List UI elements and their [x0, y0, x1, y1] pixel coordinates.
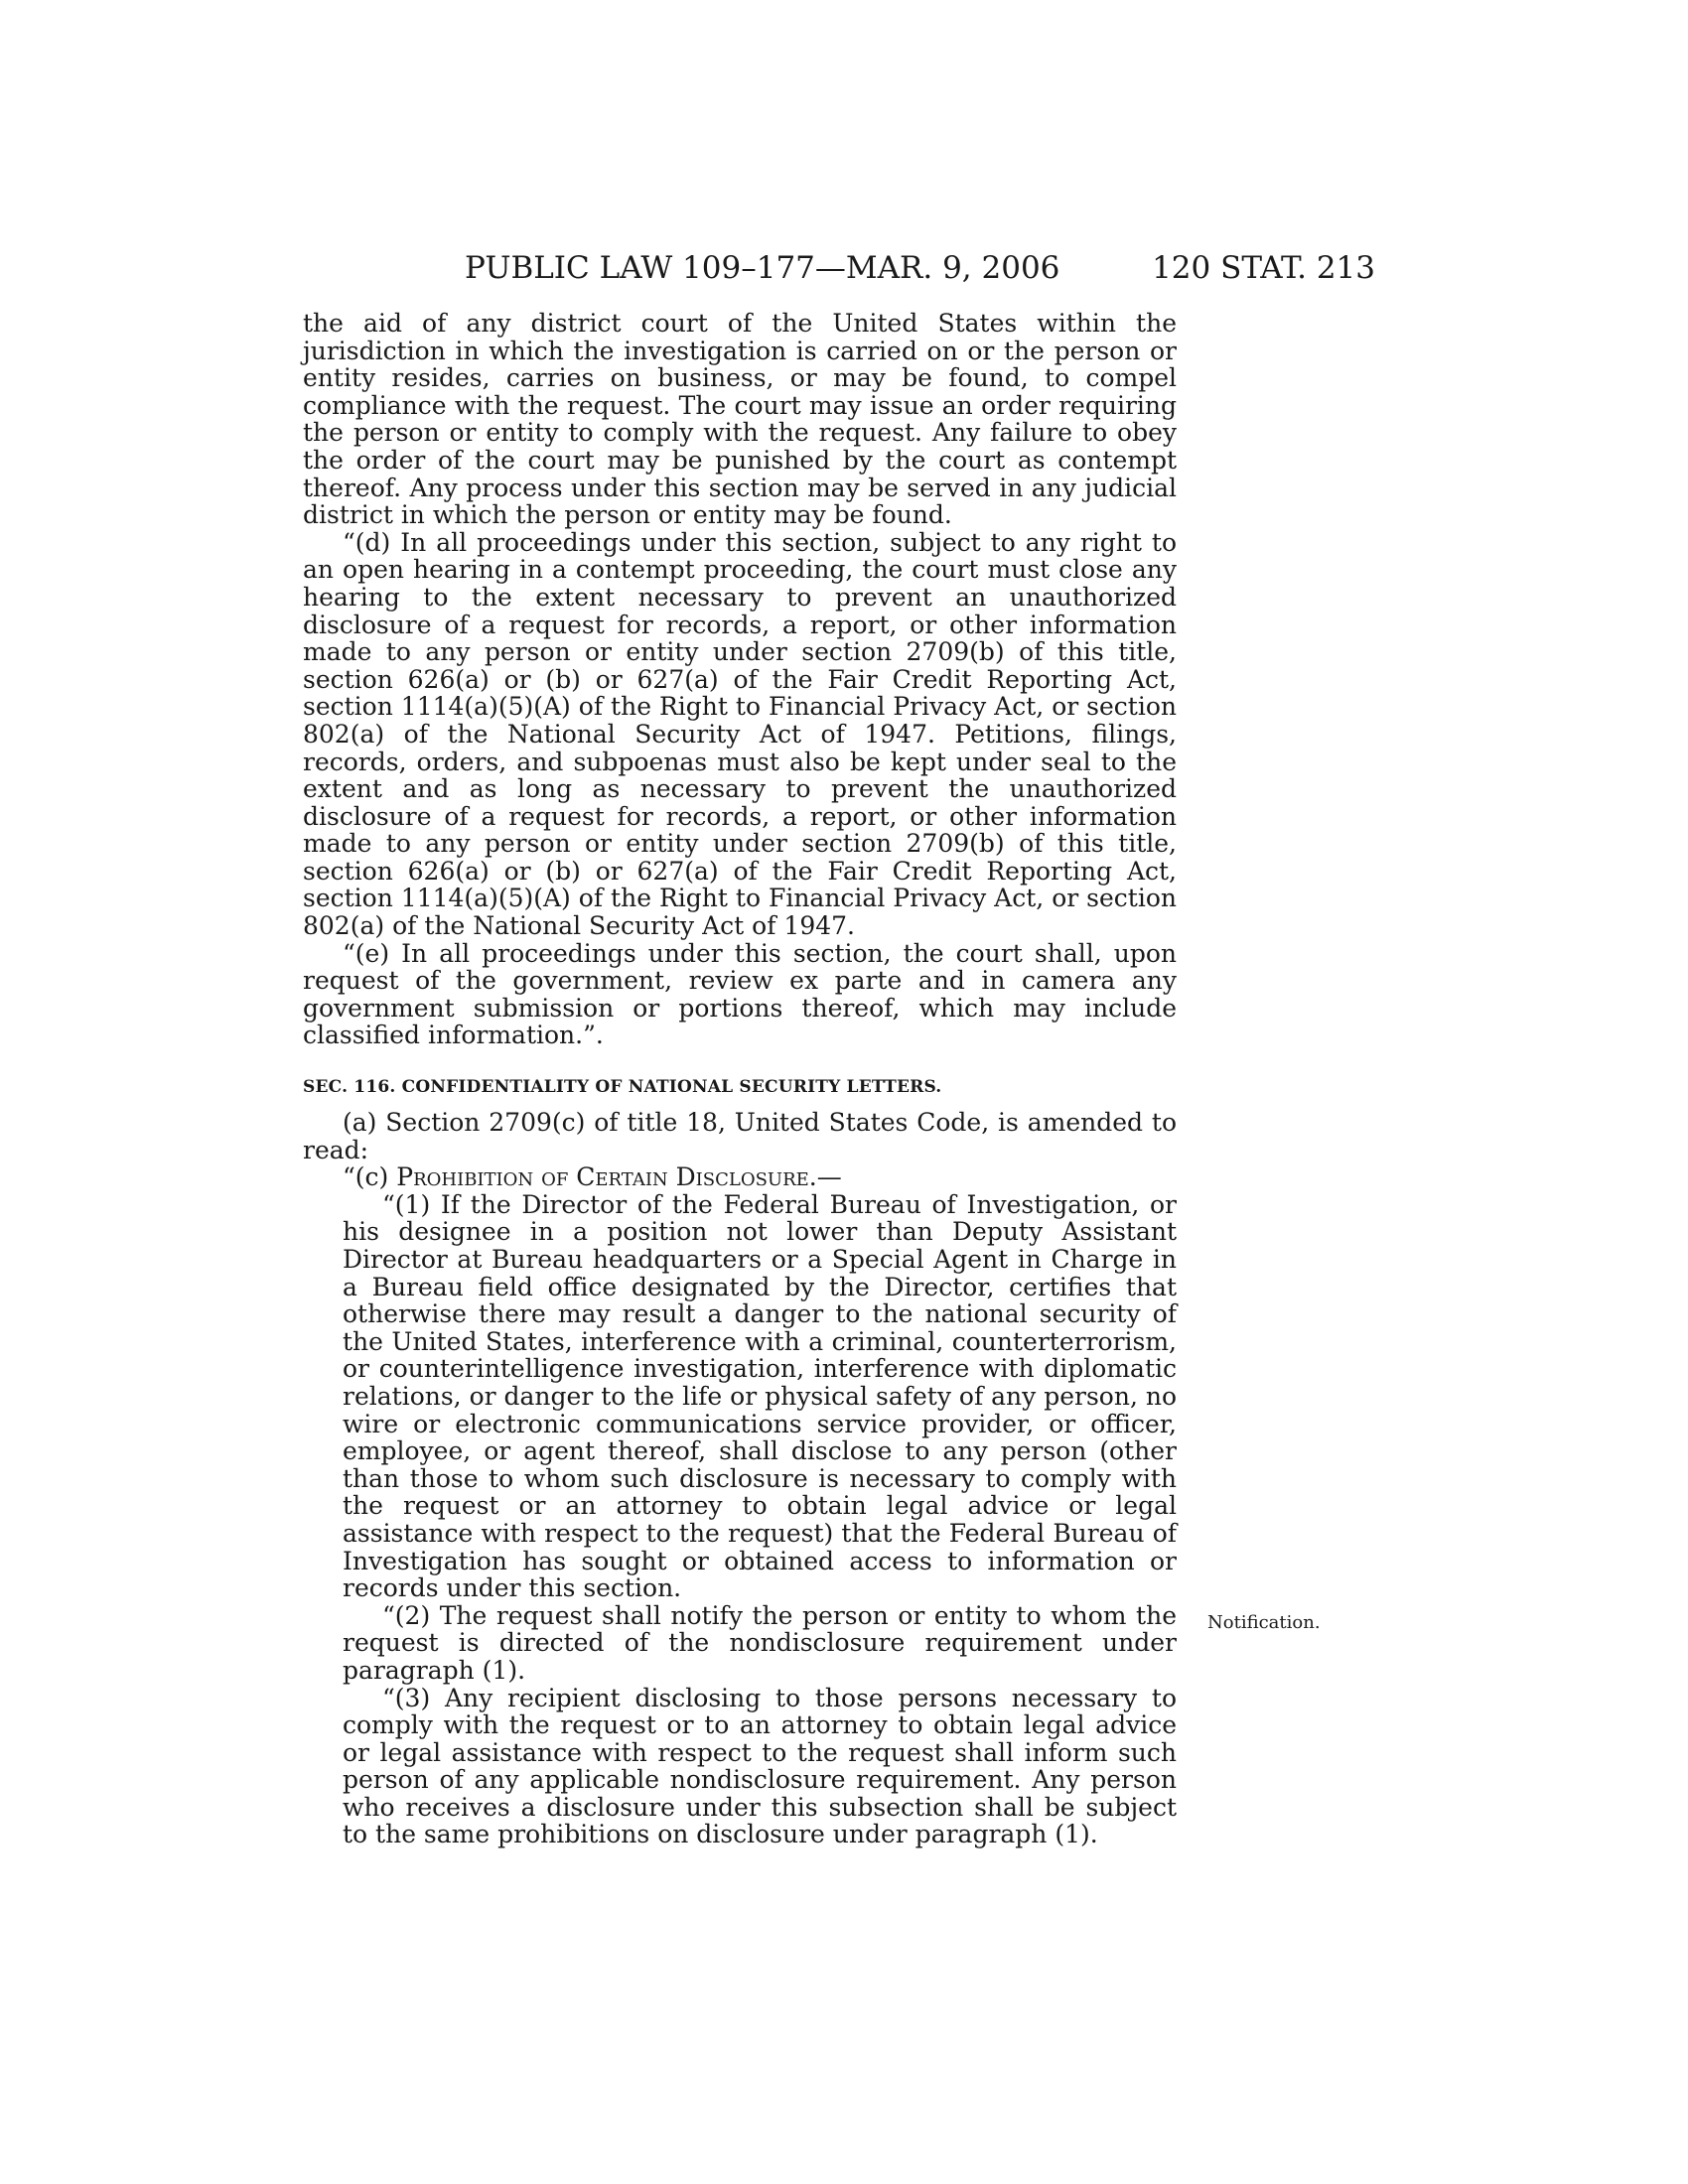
statutes-page-number: 120 STAT. 213	[1152, 250, 1375, 286]
paragraph-c-2: “(2) The request shall notify the person or entity to whom the request is directed of the nondisclosure requirement under paragraph (1).	[343, 1600, 1177, 1685]
subsection-c-block	[303, 1191, 1177, 1848]
paragraph-heading-c	[303, 1163, 1177, 1191]
heading-c-open: “(c)	[343, 1162, 397, 1192]
paragraph-subsection-e: “(e) In all proceedings under this section, the court shall, upon request of the government, review ex parte and in camera any government submission or portions thereof, which may include classified information.”.	[303, 938, 1177, 1050]
paragraph-c-3: “(3) Any recipient disclosing to those persons necessary to comply with the request or to an attorney to obtain legal advice or legal assistance with respect to the request shall inform such person of any applicable nondisclosure requirement. Any person who receives a disclosure under this subsection shall be subject to the same prohibitions on disclosure under paragraph (1).	[343, 1683, 1177, 1849]
paragraph-continuation: the aid of any district court of the United States within the jurisdiction in which the investigation is carried on or the person or entity resides, carries on business, or may be found, to compel compliance with the request. The court may issue an order requiring the person or entity to comply with the request. Any failure to obey the order of the court may be punished by the court as contempt thereof. Any process under this section may be served in any judicial district in which the person or entity may be found.	[303, 309, 1177, 530]
paragraph-subsection-d: “(d) In all proceedings under this section, subject to any right to an open hearing in a contempt proceeding, the court must close any hearing to the extent necessary to prevent an unauthorized disclosure of a request for records, a report, or other information made to any person or entity under section 2709(b) of this title, section 626(a) or (b) or 627(a) of the Fair Credit Reporting Act, section 1114(a)(5)(A) of the Right to Financial Privacy Act, or section 802(a) of the National Security Act of 1947. Petitions, filings, records, orders, and subpoenas must also be kept under seal to the extent and as long as necessary to prevent the unauthorized disclosure of a request for records, a report, or other information made to any person or entity under section 2709(b) of this title, section 626(a) or (b) or 627(a) of the Fair Credit Reporting Act, section 1114(a)(5)(A) of the Right to Financial Privacy Act, or section 802(a) of the National Security Act of 1947.	[303, 527, 1177, 941]
section-heading: SEC. 116. CONFIDENTIALITY OF NATIONAL SECURITY LETTERS.	[303, 1077, 942, 1098]
paragraph-c-1: “(1) If the Director of the Federal Bureau of Investigation, or his designee in a position not lower than Deputy Assistant Director at Bureau headquarters or a Special Agent in Charge in a Bureau field office designated by the Director, certifies that otherwise there may result a danger to the national security of the United States, interference with a criminal, counterterrorism, or counterintelligence investigation, interference with diplomatic relations, or danger to the life or physical safety of any person, no wire or electronic communications service provider, or officer, employee, or agent thereof, shall disclose to any person (other than those to whom such disclosure is necessary to comply with the request or an attorney to obtain legal advice or legal assistance with respect to the request) that the Federal Bureau of Investigation has sought or obtained access to information or records under this section.	[343, 1189, 1177, 1603]
running-head	[298, 248, 1375, 288]
paragraph-amendment-a: (a) Section 2709(c) of title 18, United States Code, is amended to read:	[303, 1108, 1177, 1164]
heading-c-dash: .—	[808, 1162, 842, 1192]
public-law-citation: PUBLIC LAW 109–177—MAR. 9, 2006	[465, 250, 1060, 286]
body-text	[303, 310, 1177, 1848]
heading-c-title: Prohibition of Certain Disclosure	[396, 1162, 809, 1192]
marginal-note: Notification.	[1207, 1612, 1321, 1633]
